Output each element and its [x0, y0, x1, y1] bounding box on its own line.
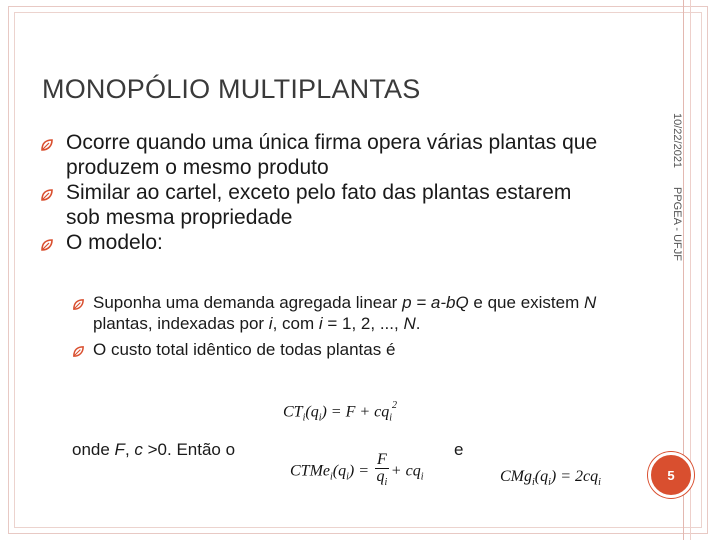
sub-bullet-text: plantas, indexadas por [93, 314, 269, 333]
sub-bullet-text: e que existem [468, 293, 584, 312]
total-cost-formula: $CT_i(q_i) = F + cq_i^2$ [283, 400, 398, 424]
bullet-text: O modelo: [66, 231, 163, 254]
var-i: i [268, 314, 273, 333]
average-cost-formula: $CTMe_i(q_i)$ = $\frac{F}{q_i}$ + $cq_i$ [290, 451, 424, 489]
list-item [40, 130, 600, 180]
leaf-bullet-icon [40, 183, 54, 208]
demand-equation: p = a-bQ [402, 293, 469, 312]
bullet-list [40, 130, 600, 255]
leaf-bullet-icon [40, 133, 54, 158]
sub-bullet-list [72, 292, 632, 365]
var-n: N [583, 293, 597, 312]
slide-footer-org: PPGEA - UFJF [671, 187, 683, 261]
list-item [72, 339, 632, 360]
formula-symbol: CT [283, 403, 303, 421]
bullet-text: Ocorre quando uma única firma opera várias plantas que produzem o mesmo produto [66, 131, 598, 179]
decor-line [690, 0, 691, 540]
slide-date: 10/22/2021 [671, 113, 683, 169]
text: , [124, 440, 135, 459]
leaf-bullet-icon [72, 295, 85, 316]
sub-bullet-text: , com [272, 314, 319, 333]
slide-title: MONOPÓLIO MULTIPLANTAS [42, 74, 421, 104]
text: >0. Então o [142, 440, 236, 459]
leaf-bullet-icon [40, 233, 54, 258]
var-n: N [403, 314, 416, 333]
bullet-text: Similar ao cartel, exceto pelo fato das plantas estarem sob mesma propriedade [66, 181, 572, 229]
formula-symbol: CMg [500, 468, 532, 485]
sub-bullet-text: . [415, 314, 421, 333]
formula-symbol: CTMe [290, 462, 330, 480]
list-item [72, 292, 632, 334]
var-f: F [114, 440, 125, 459]
list-item [40, 230, 600, 255]
leaf-bullet-icon [72, 342, 85, 363]
formula-rhs: 2cq [575, 468, 599, 485]
marginal-cost-formula: $CMg_i(q_i) = 2cq_i$ [500, 468, 601, 489]
page-number-badge: 5 [648, 452, 694, 498]
list-item [40, 180, 600, 230]
sub-bullet-text: Suponha uma demanda agregada linear [93, 293, 403, 312]
var-c: c [134, 440, 143, 459]
conjunction-text: e [454, 440, 464, 459]
conclusion-text [72, 440, 235, 460]
var-i: i [318, 314, 323, 333]
text: onde [72, 440, 115, 459]
sub-bullet-text: = 1, 2, ..., [322, 314, 404, 333]
sub-bullet-text: O custo total idêntico de todas plantas é [93, 340, 396, 359]
